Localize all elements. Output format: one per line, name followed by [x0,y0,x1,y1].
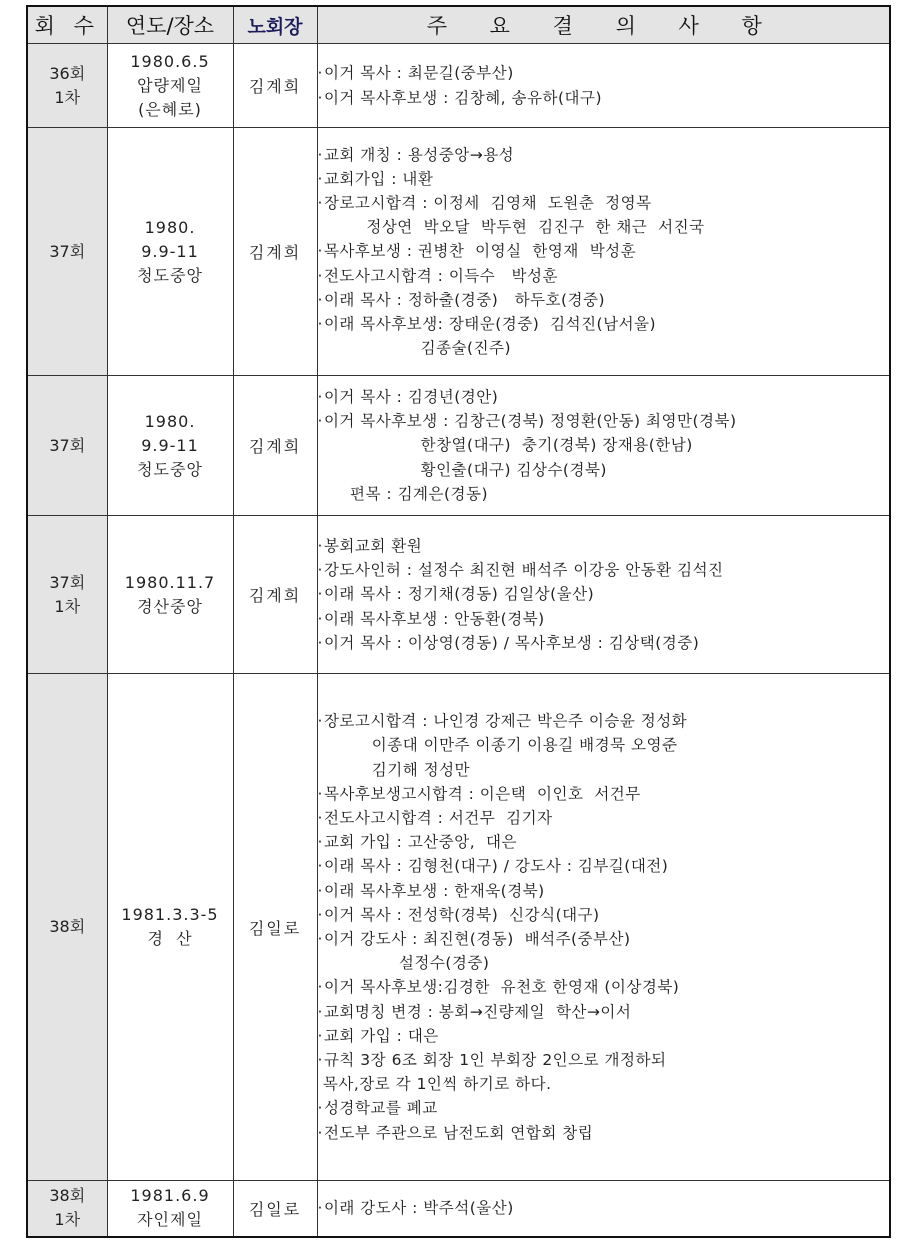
minutes-table [26,5,891,1238]
decision-item: · 교회 가입 : 고산중앙, 대은 [318,830,890,854]
chair-cell: 김계희 [233,516,317,674]
session-cell [27,1181,107,1237]
decision-item: · 장로고시합격 : 나인경 강제근 박은주 이승윤 정성화 [318,709,890,733]
decision-item: · 전도부 주관으로 남전도회 연합회 창립 [318,1121,890,1145]
decision-continuation: 정상연 박오달 박두현 김진구 한 채근 서진국 [317,218,705,237]
date-place-text: 압량제일 [137,75,203,95]
decision-item: · 규칙 3장 6조 회장 1인 부회장 2인으로 개정하되 [318,1048,890,1072]
decision-item: · 목사후보생 : 권병찬 이영실 한영재 박성훈 [318,239,890,263]
date-place-text: 1980. [144,411,196,431]
date-place-text: 1980. [144,217,196,237]
decision-item: · 전도사고시합격 : 이득수 박성훈 [318,264,890,288]
decision-continuation: 김종술(진주) [317,339,512,358]
session-cell [27,44,107,128]
decision-item: · 이래 목사후보생 : 안동환(경북) [318,607,890,631]
decision-continuation: 한창열(대구) 충기(경북) 장재용(한남) [317,436,693,455]
chair-cell: 김계희 [233,376,317,516]
decision-continuation: 황인출(대구) 김상수(경북) [317,460,607,479]
decision-item: · 장로고시합격 : 이정세 김영채 도원춘 정영목 [318,191,890,215]
decision-item: · 강도사인허 : 설정수 최진현 배석주 이강웅 안동환 김석진 [318,558,890,582]
header-date-place: 연도/장소 [107,6,233,44]
table-row [27,44,890,128]
decision-continuation: 설정수(경중) [317,954,490,973]
date-place-text: 청도중앙 [137,459,203,479]
date-place-text: 경 산 [147,929,193,948]
table-row [27,516,890,674]
session-text: 38회 [49,917,86,936]
decision-item: · 이거 목사 : 전성학(경북) 신강식(대구) [318,903,890,927]
decisions-cell [317,128,890,376]
decision-continuation: 김기해 정성만 [317,760,471,779]
date-place-text: 9.9-11 [141,241,199,261]
date-place-text: 경산중앙 [137,596,203,616]
session-cell [27,674,107,1181]
table-row [27,674,890,1181]
date-place-text: 1981.3.3-5 [121,905,219,924]
decision-item: · 이거 목사 : 이상영(경동) / 목사후보생 : 김상택(경중) [318,631,890,655]
date-place-cell [107,376,233,516]
decision-item: · 교회 가입 : 대은 [318,1024,890,1048]
chair-cell: 김일로 [233,674,317,1181]
decision-item: · 이래 목사 : 김형천(대구) / 강도사 : 김부길(대전) [318,854,890,878]
decision-item: · 이래 목사후보생 : 한재욱(경북) [318,879,890,903]
table-row [27,1181,890,1237]
date-place-text: 9.9-11 [141,435,199,455]
decision-item: · 이래 목사 : 정기채(경동) 김일상(울산) [318,582,890,606]
decision-item: · 이거 목사후보생:김경한 유천호 한영재 (이상경북) [318,975,890,999]
date-place-text: 1980.11.7 [124,572,216,592]
decision-continuation: 목사,장로 각 1인씩 하기로 하다. [317,1075,552,1094]
decision-item: · 교회명칭 변경 : 봉회→진량제일 학산→이서 [318,1000,890,1024]
date-place-cell [107,516,233,674]
date-place-text: 1980.6.5 [130,51,210,71]
decision-item: · 이거 목사 : 최문길(중부산) [318,61,890,85]
decisions-cell [317,376,890,516]
header-row [27,6,890,44]
decision-item: · 이거 목사후보생 : 김창혜, 송유하(대구) [318,86,890,110]
table-row [27,128,890,376]
header-decisions: 주 요 결 의 사 항 [317,6,890,44]
date-place-cell [107,1181,233,1237]
date-place-cell [107,44,233,128]
decision-item: · 이래 강도사 : 박주석(울산) [318,1196,890,1220]
session-text: 37회 [49,435,86,455]
decisions-cell [317,1181,890,1237]
decisions-cell [317,674,890,1181]
decision-continuation: 이종대 이만주 이종기 이용길 배경묵 오영준 [317,736,678,755]
decision-item: · 성경학교를 폐교 [318,1096,890,1120]
decisions-cell [317,516,890,674]
date-place-cell [107,674,233,1181]
session-text: 1차 [54,87,81,107]
session-text: 36회 [49,63,86,83]
decision-item: · 봉회교회 환원 [318,534,890,558]
decision-item: · 이거 목사 : 김경년(경안) [318,385,890,409]
decision-item: · 이거 목사후보생 : 김창근(경북) 정영환(안동) 최영만(경북) [318,409,890,433]
date-place-text: 1981.6.9 [130,1186,210,1206]
table-row [27,376,890,516]
decision-item: · 교회 개칭 : 용성중앙→용성 [318,143,890,167]
chair-cell: 김계희 [233,128,317,376]
chair-cell: 김일로 [233,1181,317,1237]
chair-cell: 김계희 [233,44,317,128]
session-text: 38회 [49,1186,86,1206]
session-text: 37회 [49,241,86,261]
date-place-text: 자인제일 [137,1210,203,1230]
decision-item: · 이래 목사후보생: 장태운(경중) 김석진(남서울) [318,312,890,336]
date-place-text: (은혜로) [138,99,202,119]
date-place-text: 청도중앙 [137,265,203,285]
date-place-cell [107,128,233,376]
decision-item: · 이거 강도사 : 최진현(경동) 배석주(중부산) [318,927,890,951]
decision-item: · 교회가입 : 내환 [318,167,890,191]
decision-item: · 전도사고시합격 : 서건무 김기자 [318,806,890,830]
decision-continuation: 편목 : 김계은(경동) [317,484,489,503]
session-cell [27,128,107,376]
session-text: 1차 [54,596,81,616]
session-text: 37회 [49,572,86,592]
decision-item: · 이래 목사 : 정하출(경중) 하두호(경중) [318,288,890,312]
session-cell [27,376,107,516]
header-chair: 노회장 [233,6,317,44]
decision-item: · 목사후보생고시합격 : 이은택 이인호 서건무 [318,782,890,806]
session-cell [27,516,107,674]
decisions-cell [317,44,890,128]
session-text: 1차 [54,1210,81,1230]
header-session: 회 수 [27,6,107,44]
